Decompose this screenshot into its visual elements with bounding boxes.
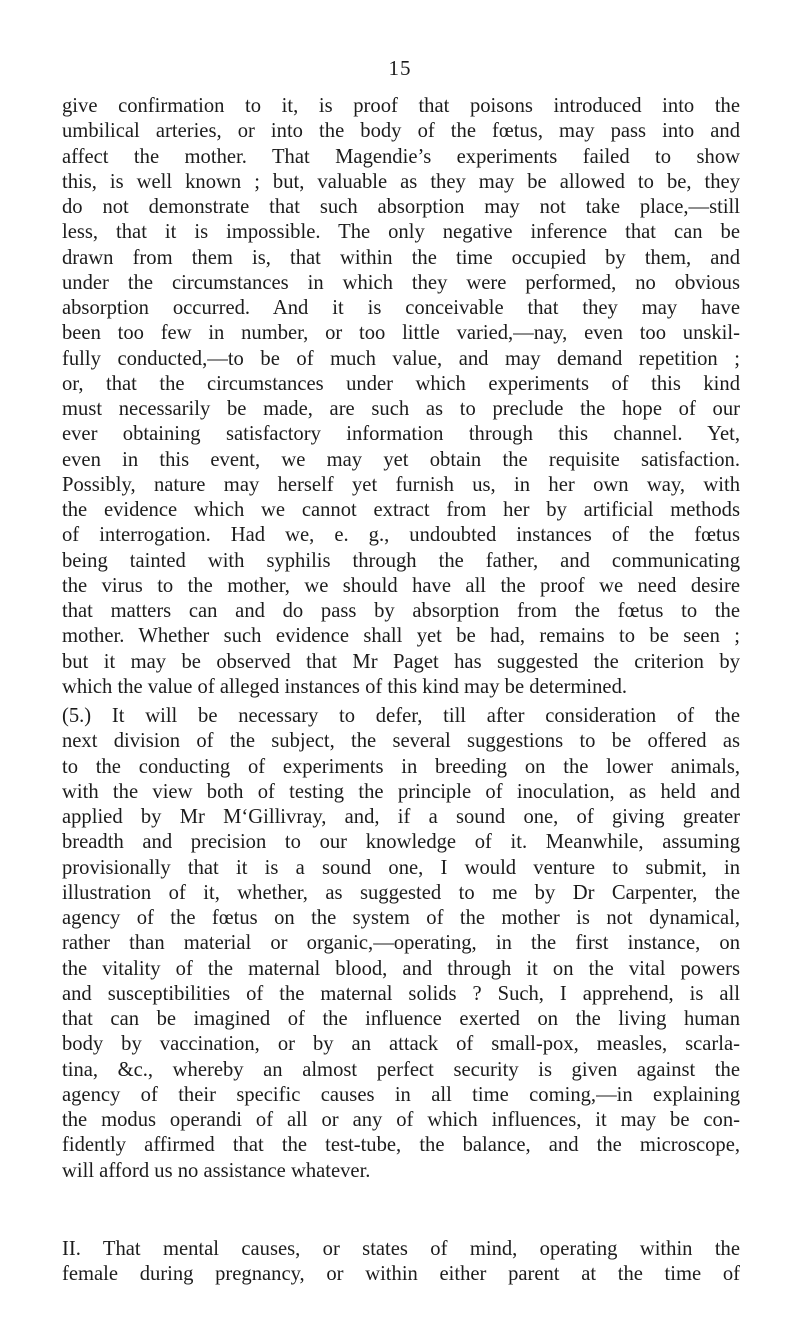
text-line: Possibly, nature may herself yet furnish us, in her own way, with	[62, 473, 740, 496]
text-line: illustration of it, whether, as suggested to me by Dr Carpenter, the	[62, 881, 740, 904]
text-line: (5.) It will be necessary to defer, till after consideration of the	[62, 705, 740, 727]
text-line: the evidence which we cannot extract from her by artificial methods	[62, 499, 740, 521]
paragraph-body	[62, 704, 740, 1184]
text-line: being tainted with syphilis through the father, and communicating	[62, 549, 740, 572]
text-line: breadth and precision to our knowledge of it. Meanwhile, assuming	[62, 831, 740, 854]
text-line: agency of their specific causes in all time coming,—in explaining	[62, 1083, 740, 1106]
text-line: and susceptibilities of the maternal solids ? Such, I apprehend, is all	[62, 982, 740, 1005]
paragraph-body	[62, 94, 740, 700]
text-line: but it may be observed that Mr Paget has suggested the criterion by	[62, 650, 740, 673]
text-line: to the conducting of experiments in breeding on the lower animals,	[62, 755, 740, 778]
page-number: 15	[388, 56, 412, 80]
text-line: applied by Mr M‘Gillivray, and, if a sound one, of giving greater	[62, 806, 740, 828]
text-line: with the view both of testing the principle of inoculation, as held and	[62, 780, 740, 803]
text-line: the virus to the mother, we should have all the proof we need desire	[62, 574, 740, 597]
paragraph-2	[62, 704, 740, 1184]
text-line: under the circumstances in which they were performed, no obvious	[62, 271, 740, 294]
text-line: less, that it is impossible. The only negative inference that can be	[62, 221, 740, 244]
text-line: tina, &c., whereby an almost perfect security is given against the	[62, 1058, 740, 1081]
text-line: the modus operandi of all or any of which influences, it may be con-	[62, 1109, 740, 1131]
text-line: absorption occurred. And it is conceivable that they may have	[62, 297, 740, 319]
text-line: that matters can and do pass by absorption from the fœtus to the	[62, 600, 740, 622]
text-line: the vitality of the maternal blood, and through it on the vital powers	[62, 957, 740, 980]
text-line: next division of the subject, the several suggestions to be offered as	[62, 730, 740, 753]
text-line: ever obtaining satisfactory information through this channel. Yet,	[62, 423, 740, 446]
text-line: fidently affirmed that the test-tube, the balance, and the microscope,	[62, 1134, 740, 1157]
text-line: will afford us no assistance whatever.	[62, 1159, 371, 1182]
text-line: that can be imagined of the influence exerted on the living human	[62, 1008, 740, 1030]
paragraph-3	[62, 1237, 740, 1288]
text-line: this, is well known ; but, valuable as they may be allowed to be, they	[62, 170, 740, 193]
text-line: give confirmation to it, is proof that poisons introduced into the	[62, 95, 740, 117]
text-line: rather than material or organic,—operating, in the first instance, on	[62, 932, 740, 955]
text-line: been too few in number, or too little varied,—nay, even too unskil-	[62, 322, 740, 345]
text-line: provisionally that it is a sound one, I would venture to submit, in	[62, 856, 740, 879]
text-line: II. That mental causes, or states of mind, operating within the	[62, 1238, 740, 1260]
text-line: do not demonstrate that such absorption may not take place,—still	[62, 196, 740, 218]
text-line: body by vaccination, or by an attack of small-pox, measles, scarla-	[62, 1033, 740, 1056]
text-line: drawn from them is, that within the time occupied by them, and	[62, 246, 740, 269]
text-line: mother. Whether such evidence shall yet be had, remains to be seen ;	[62, 625, 740, 648]
text-line: agency of the fœtus on the system of the mother is not dynamical,	[62, 907, 740, 929]
text-line: female during pregnancy, or within either parent at the time of	[62, 1263, 740, 1286]
text-line: even in this event, we may yet obtain the requisite satisfaction.	[62, 448, 740, 471]
text-line: of interrogation. Had we, e. g., undoubted instances of the fœtus	[62, 524, 740, 547]
text-line: fully conducted,—to be of much value, and may demand repetition ;	[62, 347, 740, 370]
text-line: umbilical arteries, or into the body of the fœtus, may pass into and	[62, 120, 740, 143]
paragraph-body	[62, 1237, 740, 1288]
text-line: or, that the circumstances under which experiments of this kind	[62, 372, 740, 395]
paragraph-1	[62, 94, 740, 700]
text-line: affect the mother. That Magendie’s experiments failed to show	[62, 145, 740, 168]
text-line: must necessarily be made, are such as to preclude the hope of our	[62, 398, 740, 420]
text-line: which the value of alleged instances of this kind may be determined.	[62, 675, 628, 698]
